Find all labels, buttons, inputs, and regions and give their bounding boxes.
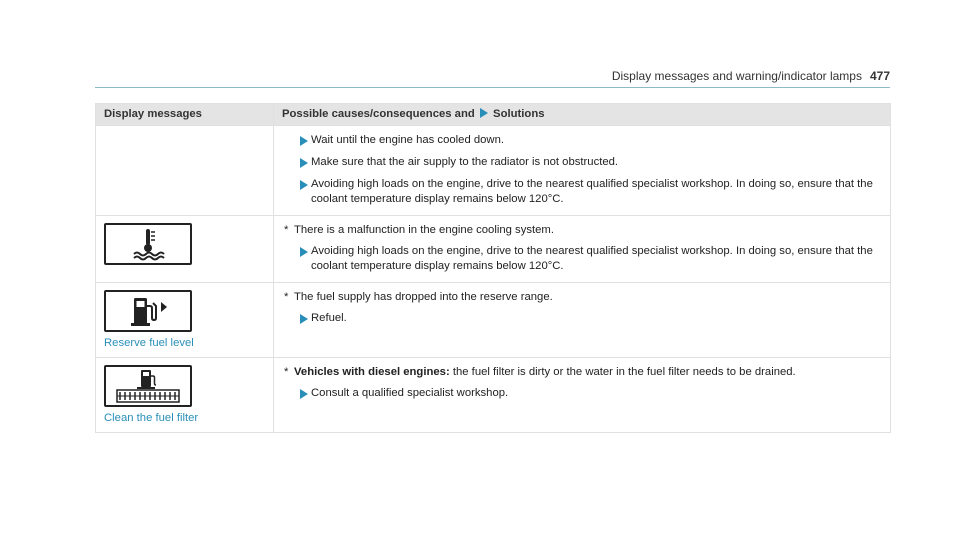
cause: * There is a malfunction in the engine cooling system. [284,224,554,236]
solutions-cell [274,126,891,216]
solution-step [284,386,882,401]
step-text: Wait until the engine has cooled down. [311,134,505,146]
step-text: Make sure that the air supply to the radiator is not obstructed. [311,156,619,168]
causes-solutions-cell [274,358,891,433]
step-arrow-icon [300,247,308,257]
causes-solutions-cell [274,216,891,283]
col-header-causes-solutions [274,104,891,126]
page-number: 477 [869,69,890,83]
step-arrow-icon [300,314,308,324]
cause-text: the fuel filter is dirty or the water in the fuel filter needs to be drained. [452,366,796,378]
col-header-solutions: Solutions [493,108,545,120]
cause-condition: Vehicles with diesel engines: [294,366,450,378]
step-text: Avoiding high loads on the engine, drive to the nearest qualified specialist workshop. In doing so, ensure that the coolant temperature display remains below 120°C. [311,245,873,272]
col-header-display-messages: Display messages [96,104,274,126]
solution-step [284,155,882,170]
step-text: Avoiding high loads on the engine, drive to the nearest qualified specialist workshop. In doing so, ensure that the coolant temperature display remains below 120°C. [311,178,873,205]
display-message-cell [96,126,274,216]
solution-arrow-icon [480,108,488,118]
fuel-pump-icon [104,290,192,332]
solution-step [284,311,882,326]
step-arrow-icon [300,180,308,190]
running-header [612,69,890,83]
cause-text: There is a malfunction in the engine cooling system. [294,224,554,236]
message-label-reserve-fuel: Reserve fuel level [104,337,194,349]
display-message-cell [96,216,274,283]
cause-text: The fuel supply has dropped into the reserve range. [294,291,553,303]
step-arrow-icon [300,389,308,399]
table-row [96,126,891,216]
step-text: Consult a qualified specialist workshop. [311,387,509,399]
col-header-causes: Possible causes/consequences and [282,108,475,120]
display-message-cell [96,358,274,433]
solution-step [284,177,882,207]
page-header [95,60,890,88]
table-header-row [96,104,891,126]
section-title: Display messages and warning/indicator lamps [611,69,862,83]
table-row [96,358,891,433]
table-row [96,216,891,283]
display-message-cell [96,283,274,358]
step-arrow-icon [300,136,308,146]
step-arrow-icon [300,158,308,168]
cause: * The fuel supply has dropped into the reserve range. [284,291,553,303]
coolant-temperature-icon [104,223,192,265]
display-messages-table [95,103,891,433]
cause: * Vehicles with diesel engines: the fuel filter is dirty or the water in the fuel filter needs to be drained. [284,366,796,378]
fuel-filter-icon [104,365,192,407]
solution-step [284,133,882,148]
step-text: Refuel. [311,312,347,324]
causes-solutions-cell [274,283,891,358]
solution-step [284,244,882,274]
table-row [96,283,891,358]
message-label-clean-fuel-filter: Clean the fuel filter [104,412,199,424]
